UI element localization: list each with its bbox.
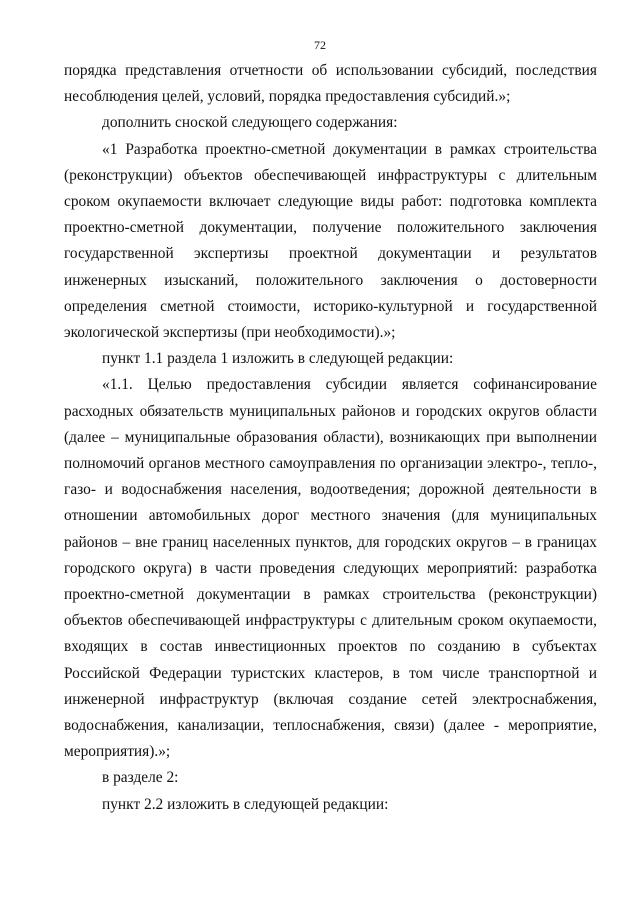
paragraph-footnote-text: «1 Разработка проектно-сметной документации в рамках строительства (реконструкции) объектов обеспечивающей инфраструктуры с длительным сроком окупаемости включает следующие виды работ: подготовка комплекта проектно-сметной документации, получение положительного заключения государственной экспертизы проектной документации и результатов инженерных изысканий, положительного заключения о достоверности определения сметной стоимости, историко-культурной и государственной экологической экспертизы (при необходимости).»; — [64, 140, 597, 342]
paragraph-add-footnote: дополнить сноской следующего содержания: — [102, 114, 398, 132]
paragraph-clause-1-1-text: «1.1. Целью предоставления субсидии является софинансирование расходных обязательств муниципальных районов и городских округов области (далее – муниципальные образования области), возникающих при выполнении полномочий органов местного самоуправления по организации электро-, тепло-, газо- и водоснабжения населения, водоотведения; дорожной деятельности в отношении автомобильных дорог местного значения (для муниципальных районов – вне границ населенных пунктов, для городских округов – в границах городского округа) в части проведения следующих мероприятий: разработка проектно-сметной документации в рамках строительства (реконструкции) объектов обеспечивающей инфраструктуры с длительным сроком окупаемости, входящих в состав инвестиционных проектов по созданию в субъектах Российской Федерации туристских кластеров, в том числе транспортной и инженерной инфраструктур (включая создание сетей электроснабжения, водоснабжения, канализации, теплоснабжения, связи) (далее - мероприятие, мероприятия).»; — [64, 376, 597, 761]
paragraph-clause-1-1-intro: пункт 1.1 раздела 1 изложить в следующей редакции: — [102, 350, 454, 368]
paragraph-continuation: порядка представления отчетности об использовании субсидий, последствия несоблюдения целей, условий, порядка предоставления субсидий.»; — [64, 62, 597, 106]
paragraph-clause-2-2-intro: пункт 2.2 изложить в следующей редакции: — [102, 795, 389, 813]
document-body — [64, 58, 597, 818]
page-number: 72 — [314, 38, 326, 52]
paragraph-section-2: в разделе 2: — [102, 769, 179, 787]
